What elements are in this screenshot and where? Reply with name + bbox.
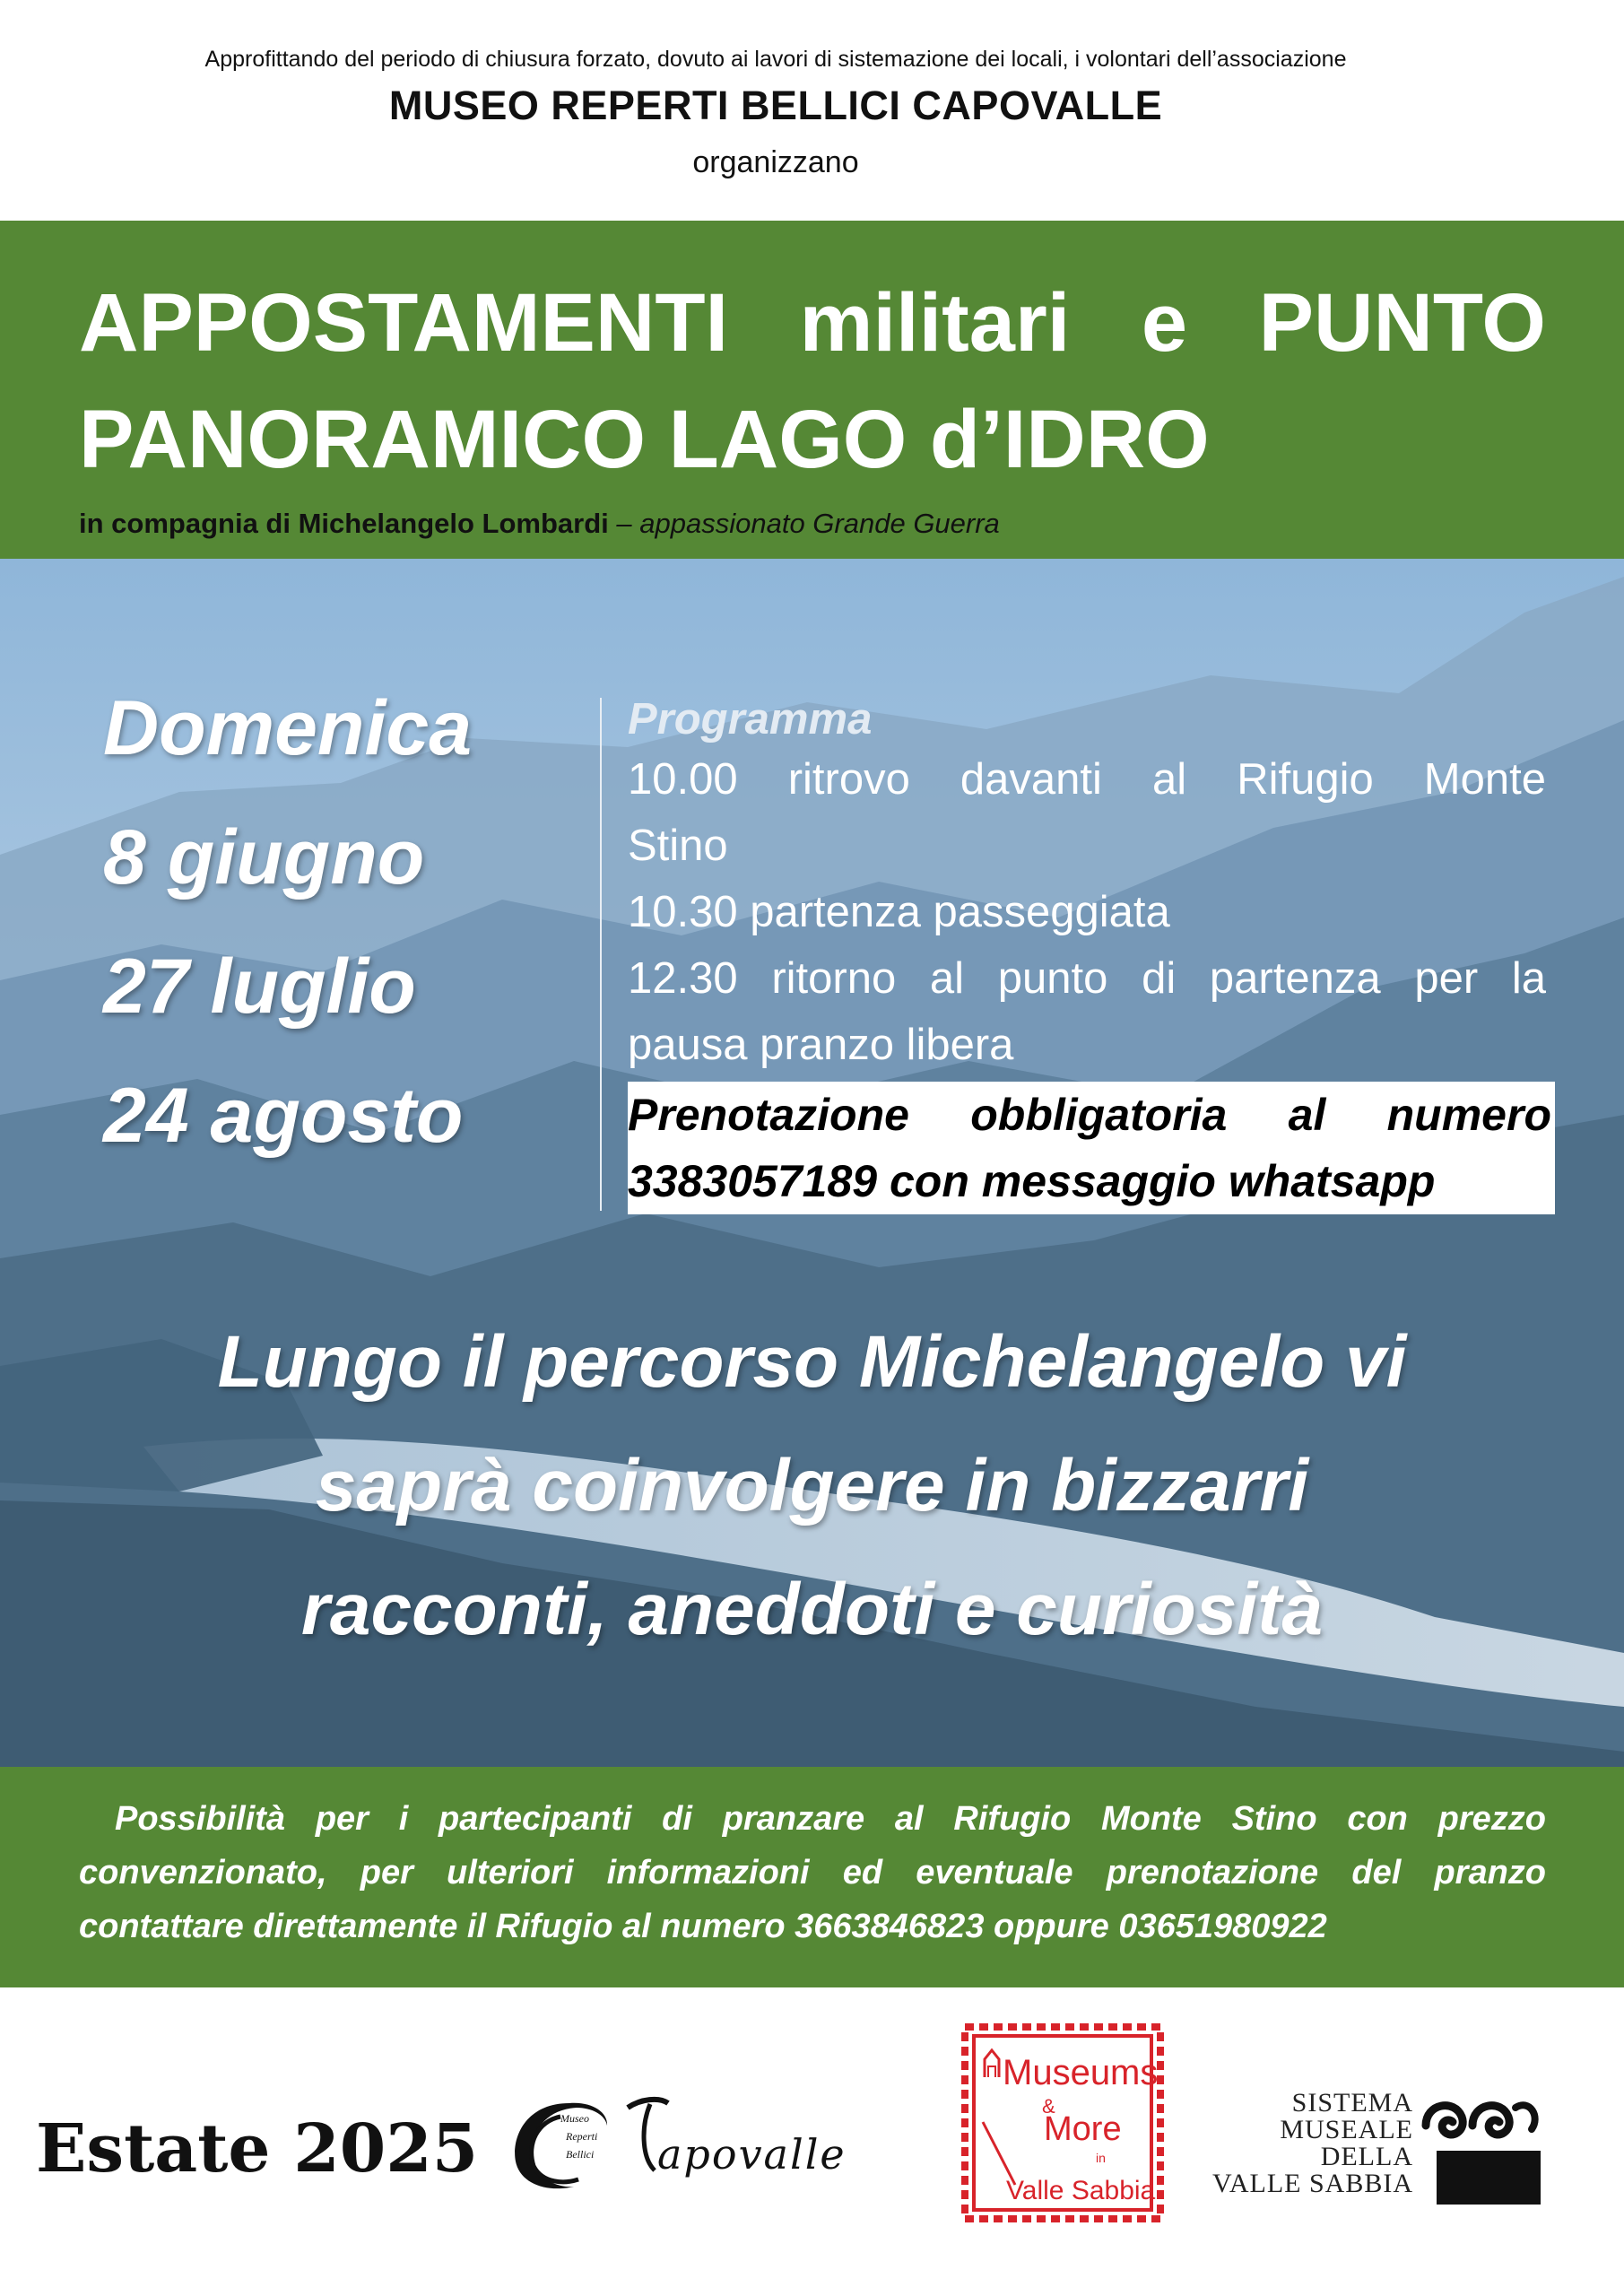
capovalle-small-text: Museo [560,2112,589,2125]
season-label: Estate 2025 [36,2110,479,2187]
lunch-info-line: convenzionato, per ulteriori informazioni ed eventuale prenotazione del pranzo [79,1854,1546,1892]
tale-line: saprà coinvolgere in bizzarri [315,1445,1309,1526]
museums-stamp-graphic [961,2023,1164,2222]
date-item: 24 agosto [103,1073,464,1159]
capovalle-small-text: Bellici [566,2148,595,2161]
museums-amp: & [1042,2095,1055,2118]
program-line: 12.30 ritorno al punto di partenza per la [628,954,1546,1003]
program-line: pausa pranzo libera [628,1021,1014,1069]
organize-text: organizzano [692,145,859,179]
valle-sabbia-word: Valle Sabbia [1006,2176,1156,2205]
tale-line: Lungo il percorso Michelangelo vi [217,1321,1407,1403]
date-item: 8 giugno [103,814,425,900]
booking-line2: 3383057189 con messaggio whatsapp [628,1156,1436,1206]
booking-line1: Prenotazione obbligatoria al numero [628,1090,1551,1140]
sistema-text [1200,2090,1413,2197]
program-heading: Programma [628,695,873,744]
program-line: 10.00 ritrovo davanti al Rifugio Monte [628,755,1546,804]
sistema-museale-logo [1200,2090,1541,2215]
weekday-label: Domenica [103,685,473,771]
program-line: 10.30 partenza passeggiata [628,888,1170,936]
intro-text: Approfittando del periodo di chiusura forzato, dovuto ai lavori di sistemazione dei locali, i volontari dell’associazione [204,47,1347,72]
sistema-line: SISTEMA [1291,2088,1413,2118]
in-word: in [1096,2151,1106,2165]
sistema-line: DELLA [1320,2142,1413,2171]
guide-description: – appassionato Grande Guerra [608,508,1000,539]
spiral-icon [1419,2090,1541,2205]
capovalle-logo-graphic [507,2090,919,2197]
more-word: More [1044,2110,1122,2148]
tale-text [0,1300,1624,1672]
capovalle-logo [507,2090,919,2197]
event-dates [103,664,472,1180]
museums-more-logo [961,2023,1164,2222]
program-block [628,692,1551,1214]
lunch-info-line: contattare direttamente il Rifugio al numero 3663846823 oppure 03651980922 [79,1908,1327,1945]
event-title-line2: PANORAMICO LAGO d’IDRO [79,394,1210,485]
capovalle-script-word: apovalle [657,2130,847,2179]
capovalle-small-text: Reperti [566,2130,598,2143]
museum-name: MUSEO REPERTI BELLICI CAPOVALLE [388,83,1163,128]
event-title-line1: APPOSTAMENTI militari e PUNTO [79,277,1546,369]
divider-line [600,698,602,1211]
program-line: Stino [628,822,728,870]
sistema-line: VALLE SABBIA [1212,2169,1413,2198]
sistema-line: MUSEALE [1280,2115,1413,2144]
tale-line: racconti, aneddoti e curiosità [300,1569,1324,1650]
museums-word: Museums [1003,2053,1159,2092]
lunch-info-line: Possibilità per i partecipanti di pranzare al Rifugio Monte Stino con prezzo [115,1800,1546,1838]
date-item: 27 luglio [103,944,416,1030]
lunch-info [79,1792,1546,1953]
guide-name: in compagnia di Michelangelo Lombardi [79,508,609,539]
booking-box [628,1082,1555,1214]
guide-subtitle [79,508,1000,540]
